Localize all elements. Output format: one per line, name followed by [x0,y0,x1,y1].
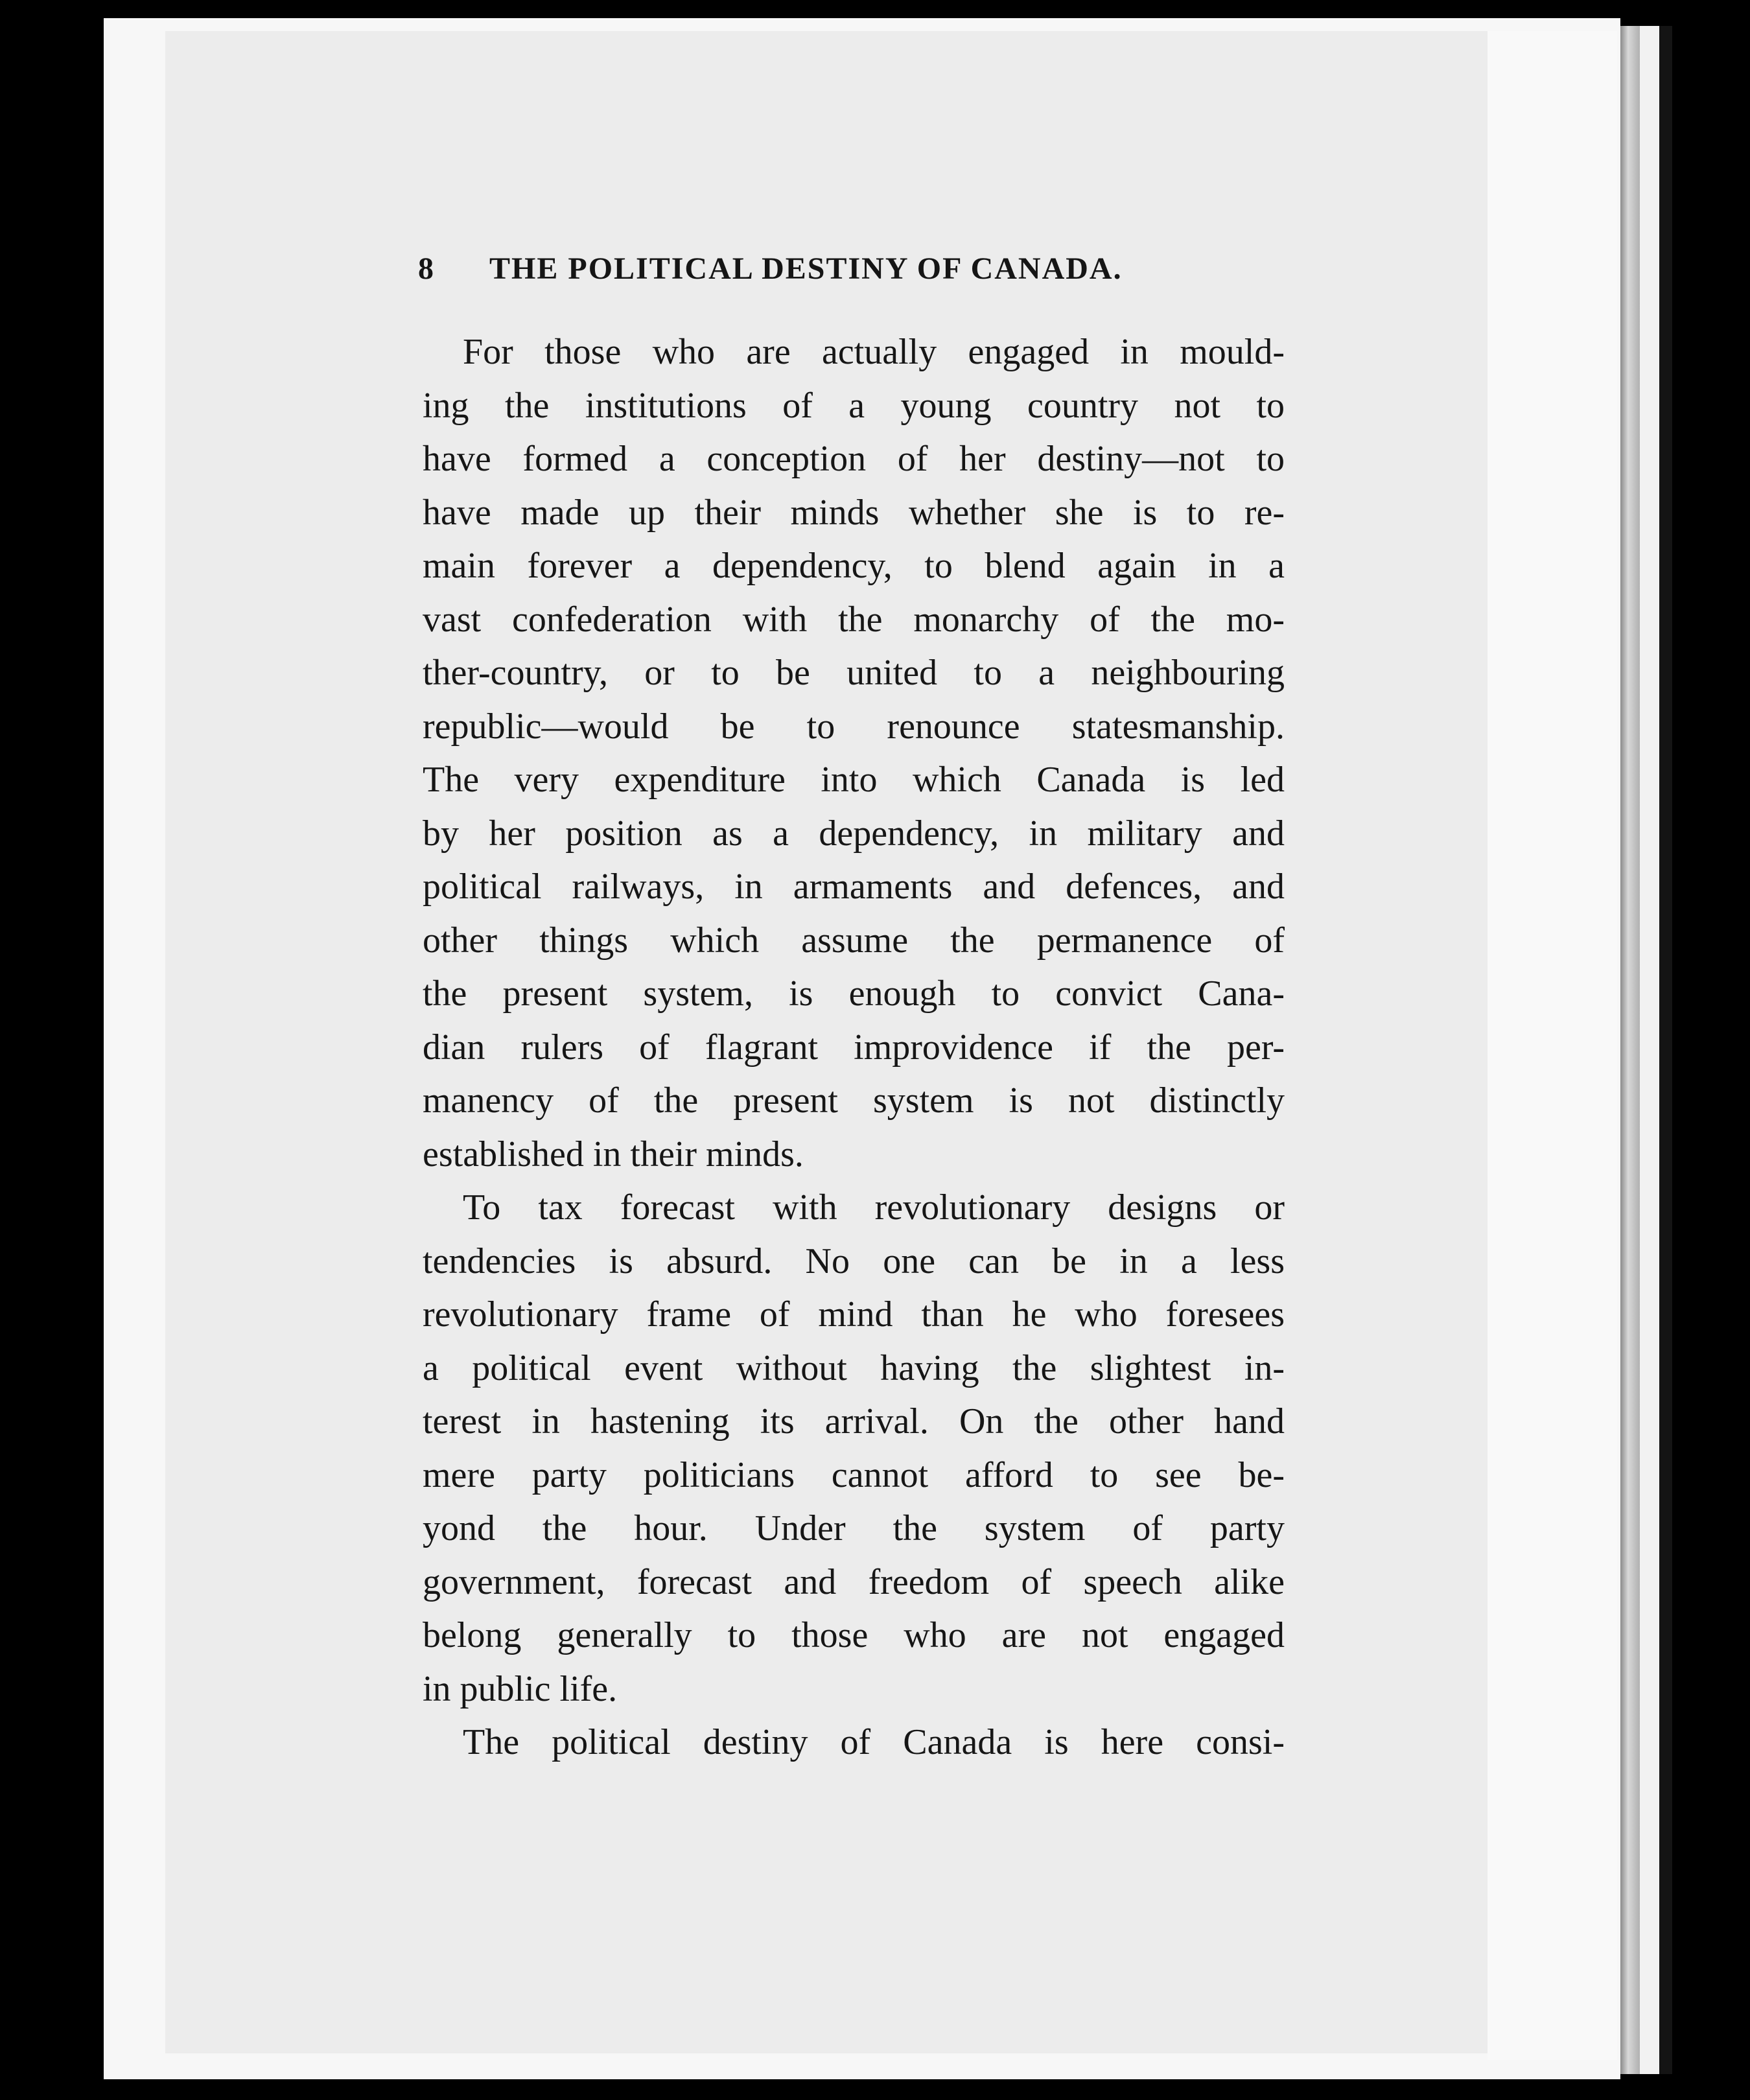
text-line: the present system, is enough to convict Cana- [423,974,1285,1014]
page-number: 8 [418,251,435,286]
text-line: The very expenditure into which Canada is led [423,760,1285,800]
running-head [418,250,1280,288]
text-line: have formed a conception of her destiny—not to [423,439,1285,479]
text-line: dian rulers of flagrant improvidence if the per- [423,1027,1285,1068]
text-line: yond the hour. Under the system of party [423,1508,1285,1548]
text-line: ther-country, or to be united to a neighbouring [423,653,1285,693]
text-line: For those who are actually engaged in mould- [463,332,1285,372]
text-line: a political event without having the slightest in- [423,1348,1285,1388]
text-line: To tax forecast with revolutionary designs or [463,1187,1285,1228]
adjacent-page-edge [1488,31,1617,2060]
book-spine-edge [1640,26,1659,2074]
text-line: in public life. [423,1668,618,1709]
text-line: tendencies is absurd. No one can be in a less [423,1241,1285,1281]
text-line: vast confederation with the monarchy of the mo- [423,599,1285,640]
text-line: have made up their minds whether she is to re- [423,492,1285,533]
text-line: manency of the present system is not distinctly [423,1080,1285,1121]
text-line: by her position as a dependency, in military and [423,813,1285,854]
text-line: revolutionary frame of mind than he who foresees [423,1294,1285,1335]
text-line: established in their minds. [423,1134,804,1174]
text-line: belong generally to those who are not engaged [423,1615,1285,1655]
text-line: mere party politicians cannot afford to see be- [423,1454,1285,1495]
scan-dark-edge [1659,26,1672,2074]
text-line: ing the institutions of a young country not to [423,385,1285,426]
text-line: republic—would be to renounce statesmanship. [423,706,1285,747]
running-head-title: THE POLITICAL DESTINY OF CANADA. [489,251,1123,286]
text-line: The political destiny of Canada is here consi- [463,1722,1285,1762]
text-line: terest in hastening its arrival. On the other hand [423,1401,1285,1441]
body-text [423,325,1285,1769]
text-line: government, forecast and freedom of speech alike [423,1561,1285,1602]
text-line: main forever a dependency, to blend again in a [423,546,1285,586]
text-line: political railways, in armaments and defences, and [423,867,1285,907]
text-line: other things which assume the permanence of [423,920,1285,961]
book-spine-shadow [1620,26,1640,2074]
